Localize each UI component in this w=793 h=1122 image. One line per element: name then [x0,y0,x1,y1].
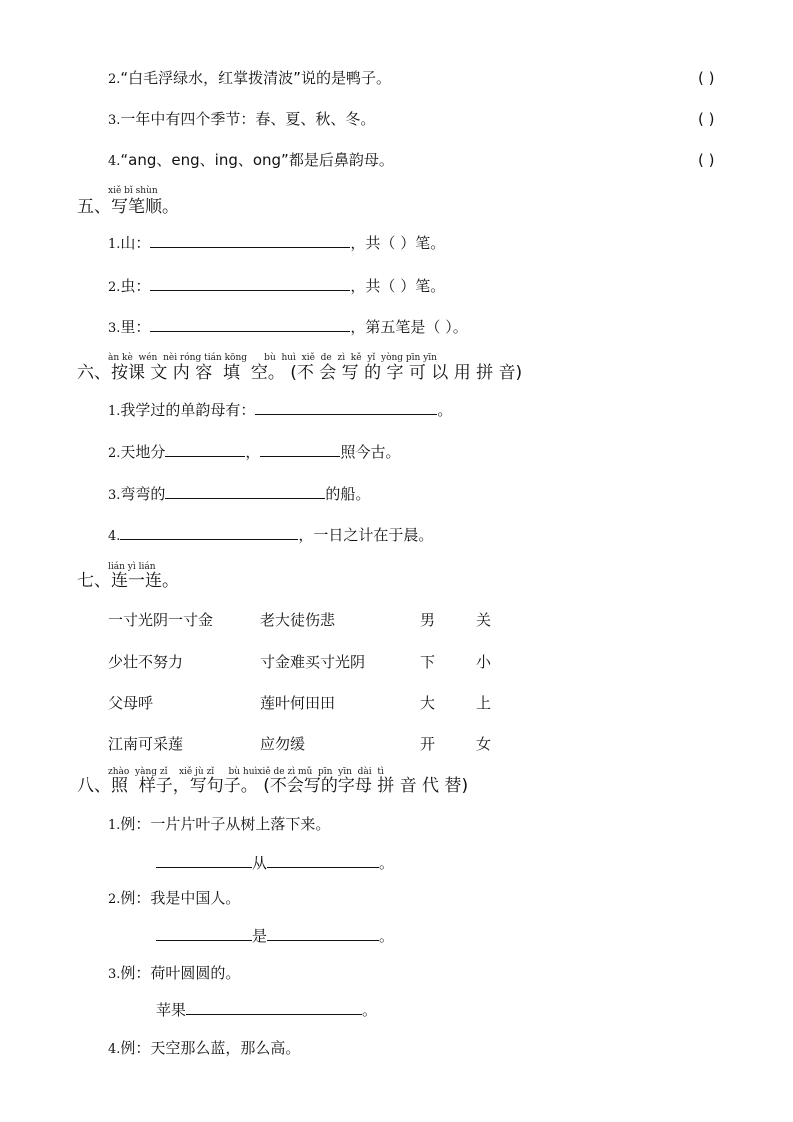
item-number: 3. [108,113,121,128]
match-cell[interactable]: 大 [420,694,436,712]
item-number: 1. [108,818,121,833]
answer-blank[interactable] [156,926,252,941]
match-cell[interactable]: 男 [420,611,436,629]
answer-blank[interactable] [267,853,379,868]
answer-blank[interactable] [255,400,437,415]
match-cell[interactable]: 下 [420,653,436,671]
item-text: 弯弯的 [120,485,166,503]
answer-blank[interactable] [150,317,350,332]
answer-blank[interactable] [150,276,350,291]
item-text: 虫： [120,277,151,295]
answer-paren[interactable]: ( ) [698,69,715,87]
fill-item [108,525,433,547]
item-text: ，共（ ）笔。 [350,234,446,252]
item-number: 4. [108,529,121,544]
answer-blank[interactable] [165,484,325,499]
item-text: 天地分 [120,443,166,461]
match-cell[interactable]: 少壮不努力 [108,653,184,671]
example-text: 例：荷叶圆圆的。 [120,964,241,982]
match-cell[interactable]: 小 [476,653,492,671]
match-cell[interactable]: 父母呼 [108,694,154,712]
fill-item [108,484,370,506]
answer-blank[interactable] [150,233,350,248]
section-title: 八、照 样子，写句子。 (不会写的字母 拼 音 代 替) [77,776,469,796]
match-cell[interactable]: 老大徒伤悲 [260,611,336,629]
section-title: 五、写笔顺。 [77,197,179,217]
stroke-item [108,317,468,339]
item-text: 。 [379,927,395,945]
sentence-line [156,1000,377,1020]
answer-paren[interactable]: ( ) [698,110,715,128]
sentence-line [156,853,394,873]
judge-item [108,150,394,172]
item-text: 从 [252,854,268,872]
item-text: “ang、eng、ing、ong”都是后鼻韵母。 [120,151,394,169]
stroke-item [108,233,445,255]
item-number: 4. [108,1042,121,1057]
section-pinyin: àn kè wén nèi róng tián kōng bù huì xiě de zì kě yǐ yòng pīn yīn [108,353,437,363]
example-text: 例：天空那么蓝，那么高。 [120,1039,301,1057]
section-pinyin: xiě bǐ shùn [108,186,158,196]
item-text: “白毛浮绿水，红掌拨清波”说的是鸭子。 [120,69,391,87]
item-number: 3. [108,967,121,982]
item-text: 。 [362,1001,378,1019]
example-text: 例：一片片叶子从树上落下来。 [120,815,331,833]
fill-item [108,400,452,422]
item-text: 里： [120,318,151,336]
fill-item [108,442,400,464]
item-number: 2. [108,280,121,295]
judge-item [108,109,375,131]
answer-blank[interactable] [120,525,298,540]
item-number: 3. [108,488,121,503]
item-number: 3. [108,321,121,336]
item-number: 1. [108,404,121,419]
example-text: 例：我是中国人。 [120,889,241,907]
section-pinyin: zhào yàng zǐ xiě jù zǐ bù huìxiě de zì mǔ pīn yīn dài tì [108,767,384,777]
answer-blank[interactable] [186,1000,362,1015]
match-cell[interactable]: 开 [420,735,436,753]
judge-item [108,68,391,90]
match-cell[interactable]: 寸金难买寸光阴 [260,653,366,671]
item-text: 是 [252,927,268,945]
answer-blank[interactable] [156,853,252,868]
section-title: 六、按课 文 内 容 填 空。 (不 会 写 的 字 可 以 用 拼 音) [77,363,523,383]
item-number: 2. [108,72,121,87]
example-item [108,814,330,836]
section-title: 七、连一连。 [77,571,179,591]
item-text: ，共（ ）笔。 [350,277,446,295]
example-item [108,1038,300,1060]
item-text: 一年中有四个季节：春、夏、秋、冬。 [120,110,376,128]
match-cell[interactable]: 莲叶何田田 [260,694,336,712]
match-cell[interactable]: 江南可采莲 [108,735,184,753]
item-text: 的船。 [325,485,371,503]
answer-blank[interactable] [260,442,340,457]
stroke-item [108,276,445,298]
match-cell[interactable]: 女 [476,735,492,753]
item-text: 。 [379,854,395,872]
section-pinyin: lián yì lián [108,562,156,572]
example-item [108,888,240,910]
item-text: 。 [437,401,453,419]
item-text: 山： [120,234,151,252]
item-number: 4. [108,154,121,169]
item-text: ，一日之计在于晨。 [298,526,434,544]
match-cell[interactable]: 应勿缓 [260,735,306,753]
example-item [108,963,240,985]
sentence-line [156,926,394,946]
item-text: 我学过的单韵母有： [120,401,256,419]
answer-paren[interactable]: ( ) [698,151,715,169]
item-text: ， [245,443,261,461]
item-text: ，第五笔是（ ）。 [350,318,468,336]
item-text: 苹果 [156,1001,187,1019]
answer-blank[interactable] [267,926,379,941]
answer-blank[interactable] [165,442,245,457]
match-cell[interactable]: 一寸光阴一寸金 [108,611,214,629]
item-text: 照今古。 [340,443,401,461]
match-cell[interactable]: 关 [476,611,492,629]
match-cell[interactable]: 上 [476,694,492,712]
item-number: 1. [108,237,121,252]
item-number: 2. [108,446,121,461]
item-number: 2. [108,892,121,907]
